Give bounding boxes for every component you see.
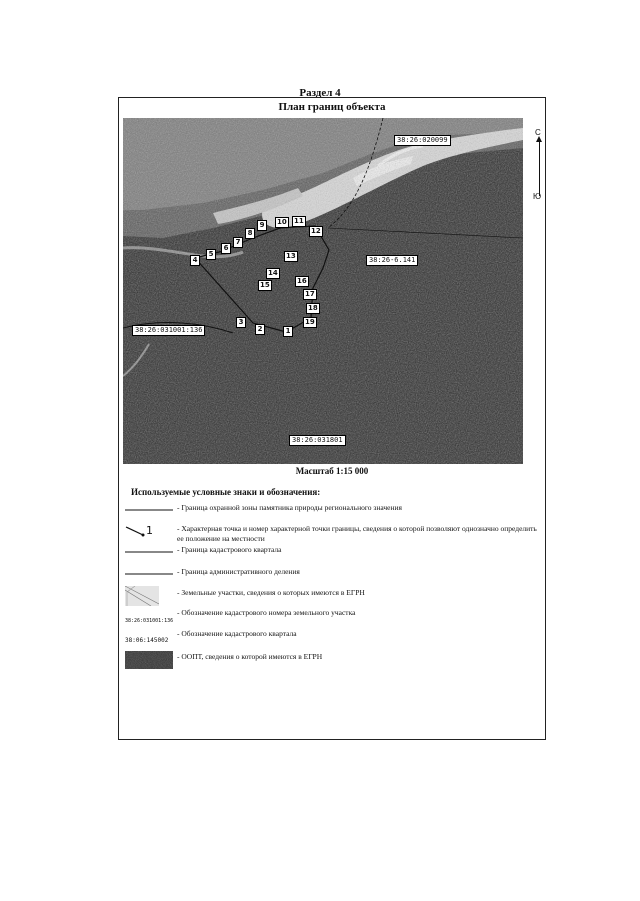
boundary-point-10[interactable]: 10: [277, 218, 287, 226]
boundary-point-17[interactable]: 17: [305, 290, 315, 298]
admin-boundary-line-icon: [125, 567, 175, 577]
land-plot-hatch-icon: [125, 586, 159, 606]
legend-text: - Обозначение кадастрового квартала: [177, 629, 297, 638]
plan-frame: [118, 97, 546, 740]
legend-title: Используемые условные знаки и обозначения:: [131, 487, 321, 497]
plan-title: План границ объекта: [278, 101, 386, 113]
map-imagery: [123, 118, 523, 464]
map-scale: Масштаб 1:15 000: [295, 466, 369, 476]
boundary-point-4[interactable]: 4: [190, 255, 200, 266]
legend-text: - Земельные участки, сведения о которых имеются в ЕГРН: [177, 588, 365, 597]
boundary-point-13[interactable]: 13: [286, 252, 296, 260]
compass-north: С: [535, 128, 541, 137]
boundary-point-8[interactable]: 8: [245, 228, 255, 239]
cadastral-label-left: 38:26:031001:136: [132, 325, 205, 336]
boundary-point-12[interactable]: 12: [311, 227, 321, 235]
legend-text: - ООПТ, сведения о которой имеются в ЕГРН: [177, 652, 323, 661]
boundary-point-3[interactable]: 3: [236, 317, 246, 328]
legend-text: - Граница охранной зоны памятника природы регионального значения: [177, 503, 402, 512]
legend-text: - Граница административного деления: [177, 567, 300, 576]
legend-point-number: 1: [146, 524, 153, 537]
boundary-point-9[interactable]: 9: [257, 220, 267, 231]
plot-number-sample: 38:26:031001:136: [125, 618, 174, 624]
protected-area-fill-icon: [125, 651, 173, 669]
compass-south: Ю: [533, 192, 542, 201]
cadastral-label-bottom: 38:26:031801: [289, 435, 346, 446]
boundary-point-5[interactable]: 5: [206, 249, 216, 260]
quarter-label-sample: 38:06:145002: [125, 637, 169, 644]
cadastral-label-top: 38:26:020099: [394, 135, 451, 146]
legend-text: - Обозначение кадастрового номера земельного участка: [177, 608, 356, 617]
boundary-point-2[interactable]: 2: [255, 324, 265, 335]
satellite-map[interactable]: [123, 118, 523, 464]
compass-shaft: [539, 140, 540, 196]
legend-text: - Граница кадастрового квартала: [177, 545, 282, 554]
legend-text: - Характерная точка и номер характерной точки границы, сведения о которой позволяют однозначно определить ее положение на местности: [177, 524, 537, 543]
protected-zone-line-icon: [125, 503, 175, 513]
quarter-boundary-line-icon: [125, 545, 175, 555]
boundary-point-18[interactable]: 18: [308, 304, 318, 312]
boundary-point-19[interactable]: 19: [305, 318, 315, 326]
cadastral-label-right: 38:26-6.141: [366, 255, 418, 266]
boundary-point-11[interactable]: 11: [294, 217, 304, 225]
boundary-point-16[interactable]: 16: [297, 277, 307, 285]
boundary-point-14[interactable]: 14: [268, 269, 278, 277]
boundary-point-1[interactable]: 1: [283, 326, 293, 337]
boundary-point-15[interactable]: 15: [260, 281, 270, 289]
section-title: Раздел 4: [299, 87, 341, 99]
boundary-point-6[interactable]: 6: [221, 243, 231, 254]
point-leader-icon: [125, 525, 147, 539]
boundary-point-7[interactable]: 7: [233, 237, 243, 248]
